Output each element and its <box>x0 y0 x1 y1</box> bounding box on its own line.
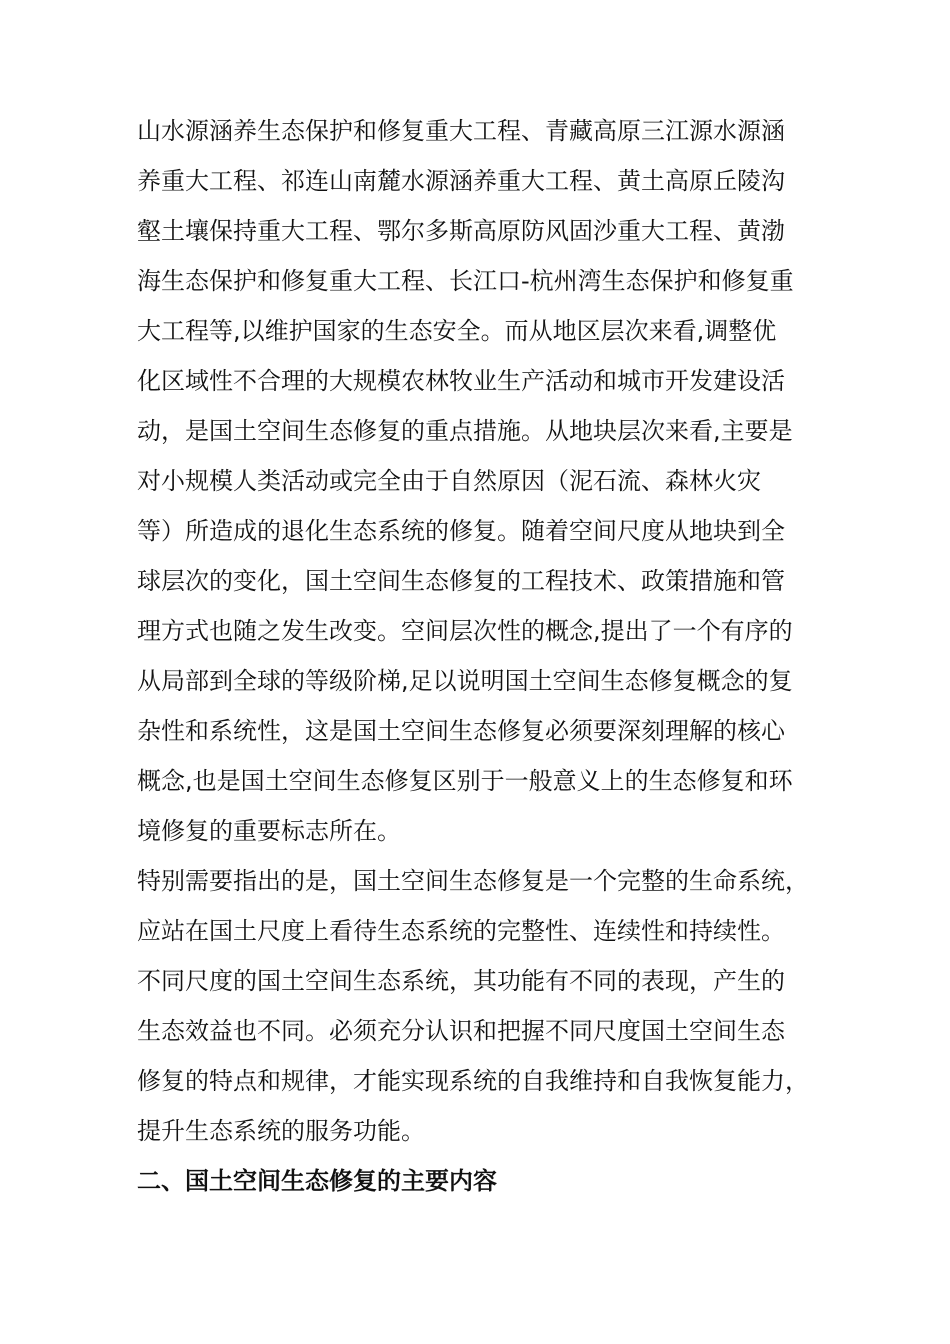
text-line: 生态效益也不同。必须充分认识和把握不同尺度国土空间生态 <box>137 1017 785 1045</box>
text-line: 境修复的重要标志所在。 <box>137 817 401 845</box>
text-line: 化区域性不合理的大规模农林牧业生产活动和城市开发建设活 <box>137 367 785 395</box>
text-line: 特别需要指出的是，国土空间生态修复是一个完整的生命系统， <box>137 867 809 895</box>
text-line: 对小规模人类活动或完全由于自然原因（泥石流、森林火灾 <box>137 467 761 495</box>
text-line: 养重大工程、祁连山南麓水源涵养重大工程、黄土高原丘陵沟 <box>137 167 785 195</box>
text-line: 动，是国土空间生态修复的重点措施。从地块层次来看,主要是 <box>137 417 793 445</box>
text-line: 海生态保护和修复重大工程、长江口-杭州湾生态保护和修复重 <box>137 267 794 295</box>
section-heading: 二、国土空间生态修复的主要内容 <box>137 1167 497 1195</box>
text-line: 提升生态系统的服务功能。 <box>137 1117 425 1145</box>
text-line: 修复的特点和规律，才能实现系统的自我维持和自我恢复能力， <box>137 1067 809 1095</box>
text-line: 球层次的变化，国土空间生态修复的工程技术、政策措施和管 <box>137 567 785 595</box>
text-line: 不同尺度的国土空间生态系统，其功能有不同的表现，产生的 <box>137 967 785 995</box>
text-line: 杂性和系统性，这是国土空间生态修复必须要深刻理解的核心 <box>137 717 785 745</box>
text-line: 等）所造成的退化生态系统的修复。随着空间尺度从地块到全 <box>137 517 785 545</box>
text-line: 大工程等,以维护国家的生态安全。而从地区层次来看,调整优 <box>137 317 777 345</box>
text-line: 山水源涵养生态保护和修复重大工程、青藏高原三江源水源涵 <box>137 117 785 145</box>
text-line: 概念,也是国土空间生态修复区别于一般意义上的生态修复和环 <box>137 767 793 795</box>
text-line: 壑土壤保持重大工程、鄂尔多斯高原防风固沙重大工程、黄渤 <box>137 217 785 245</box>
text-line: 理方式也随之发生改变。空间层次性的概念,提出了一个有序的 <box>137 617 793 645</box>
text-line: 应站在国土尺度上看待生态系统的完整性、连续性和持续性。 <box>137 917 785 945</box>
document-body <box>137 106 827 1206</box>
text-line: 从局部到全球的等级阶梯,足以说明国土空间生态修复概念的复 <box>137 667 793 695</box>
